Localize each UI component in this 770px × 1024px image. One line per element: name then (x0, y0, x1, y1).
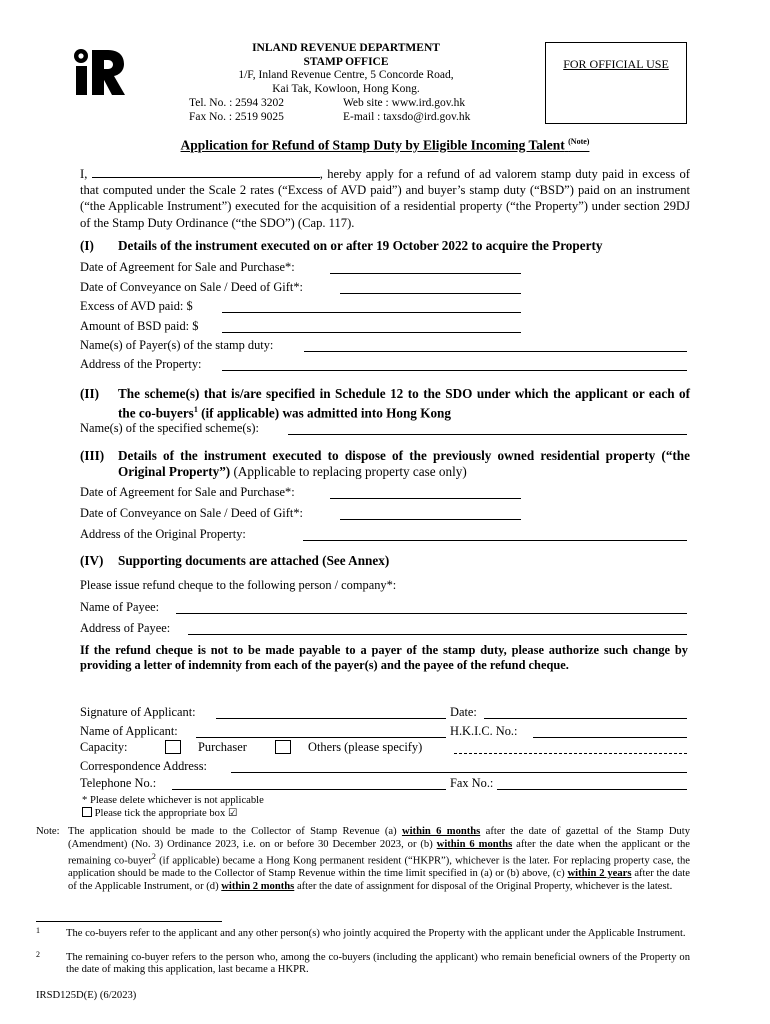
intro-paragraph (80, 166, 690, 231)
note-p6: after the date of assignment for disposal of the Original Property, whichever is the latest. (296, 880, 673, 892)
section-3-note: (Applicable to replacing property case only) (230, 464, 467, 479)
correspondence-label: Correspondence Address: (80, 759, 207, 773)
website: Web site : www.ird.gov.hk (343, 97, 466, 109)
section-2-num: (II) (80, 386, 100, 401)
tick-instruction-text: Please tick the appropriate box (94, 808, 226, 819)
signature-label: Signature of Applicant: (80, 705, 196, 719)
official-use-box (545, 42, 687, 124)
section-4-num: (IV) (80, 553, 104, 568)
field-orig-agreement-date-label: Date of Agreement for Sale and Purchase*: (80, 485, 295, 499)
section-2-title-b: (if applicable) was admitted into Hong Kong (197, 405, 451, 421)
field-property-address-label: Address of the Property: (80, 357, 202, 371)
date-label: Date: (450, 705, 477, 719)
footnote-2-text: The remaining co-buyer refers to the person who, among the co-buyers (including the applicant) who remain beneficial owners of the Property on the date of making this application, last became a HKPR. (66, 952, 690, 975)
footnote-1 (36, 928, 690, 940)
field-agreement-date-label: Date of Agreement for Sale and Purchase*: (80, 260, 295, 274)
delete-instruction: * Please delete whichever is not applicable (82, 795, 264, 806)
agreement-date-input[interactable] (330, 273, 521, 274)
payers-input[interactable] (304, 351, 687, 352)
section-3-num: (III) (80, 448, 105, 463)
refund-instruction: Please issue refund cheque to the following person / company*: (80, 578, 397, 592)
phone-fax (189, 97, 284, 124)
note-label: Note: (36, 826, 60, 837)
payee-address-label: Address of Payee: (80, 621, 171, 635)
note-deadline-1: within 6 months (401, 826, 481, 837)
fax-input[interactable] (497, 789, 687, 790)
form-code: IRSD125D(E) (6/2023) (36, 990, 137, 1001)
section-1-num: (I) (80, 238, 94, 253)
intro-prefix: I, (80, 167, 88, 181)
note-p4: (if applicable) became a Hong Kong permanent resident (“HKPR”), whichever is the later. For replacing property case, the application should be made to the Collector of Stamp Revenue within the time limit specified in (a) or (b) above, (c) (68, 855, 690, 880)
note-deadline-4: within 2 months (221, 880, 295, 892)
hkic-label: H.K.I.C. No.: (450, 724, 518, 738)
telephone-input[interactable] (172, 789, 446, 790)
section-4-heading (80, 553, 690, 569)
section-2-title-a: The scheme(s) that is/are specified in Schedule 12 to the SDO under which the applicant or each of the co-buyers (118, 386, 690, 421)
dept-name: INLAND REVENUE DEPARTMENT (252, 42, 440, 54)
applicant-name-input[interactable] (196, 737, 446, 738)
field-payers-label: Name(s) of Payer(s) of the stamp duty: (80, 338, 274, 352)
web-email (343, 97, 470, 124)
title-text: Application for Refund of Stamp Duty by Eligible Incoming Talent (180, 137, 565, 153)
note-p3: after the date when the applicant or the remaining co-buyer (68, 838, 690, 867)
avd-amount-input[interactable] (222, 312, 521, 313)
tel-number: Tel. No. : 2594 3202 (189, 97, 285, 109)
correspondence-input[interactable] (231, 772, 687, 773)
payee-address-input[interactable] (188, 634, 687, 635)
capacity-label: Capacity: (80, 740, 128, 754)
office-name: STAMP OFFICE (303, 55, 389, 68)
note-p2: after the date of gazettal of the Stamp Duty (Amendment) (No. 3) Ordinance 2023, i.e. on or before 30 December 2023, or (b) (68, 826, 691, 850)
scheme-input[interactable] (288, 434, 687, 435)
note-paragraph (36, 826, 690, 894)
official-use-label: FOR OFFICIAL USE (563, 57, 669, 71)
hkic-input[interactable] (533, 737, 687, 738)
orig-agreement-date-input[interactable] (330, 498, 521, 499)
address-line-1: 1/F, Inland Revenue Centre, 5 Concorde Road, (238, 69, 454, 81)
field-scheme-label: Name(s) of the specified scheme(s): (80, 421, 259, 435)
page-title (0, 137, 770, 154)
section-3-title: Details of the instrument executed to dispose of the previously owned residential property (“the Original Property”) (118, 448, 690, 479)
section-3-heading (80, 448, 690, 480)
indemnity-paragraph: If the refund cheque is not to be made payable to a payer of the stamp duty, please authorize such change by providing a letter of indemnity from each of the payer(s) and the payee of the refund cheque. (80, 643, 688, 672)
section-2-heading (80, 386, 690, 421)
note-deadline-3: within 2 years (567, 868, 632, 880)
orig-conveyance-date-input[interactable] (340, 519, 521, 520)
ird-logo (72, 46, 126, 96)
applicant-name-field[interactable] (92, 167, 320, 178)
payee-name-label: Name of Payee: (80, 600, 160, 614)
conveyance-date-input[interactable] (340, 293, 521, 294)
payee-name-input[interactable] (176, 613, 687, 614)
footnote-divider (36, 921, 222, 922)
footnote-2 (36, 952, 690, 976)
field-orig-conveyance-date-label: Date of Conveyance on Sale / Deed of Gift*: (80, 506, 303, 520)
others-specify-input[interactable] (454, 753, 687, 754)
fax-label: Fax No.: (450, 776, 494, 790)
bsd-amount-input[interactable] (222, 332, 521, 333)
signature-input[interactable] (216, 718, 446, 719)
fax-number: Fax No. : 2519 9025 (189, 110, 284, 123)
section-1-heading (80, 238, 690, 254)
section-4-title: Supporting documents are attached (See Annex) (118, 553, 390, 568)
others-label: Others (please specify) (308, 740, 423, 754)
note-deadline-2: within 6 months (436, 838, 513, 850)
intro-text: , hereby apply for a refund of ad valorem stamp duty paid in excess of that computed under the Scale 2 rates (“Excess of AVD paid”) and buyer’s stamp duty (“BSD”) paid on an instrument (“the Applicable Instrument”) executed for the acquisition of a residential property (“the Property”) under section 29DJ of the Stamp Duty Ordinance (“the SDO”) (Cap. 117). (80, 167, 691, 230)
others-checkbox[interactable] (275, 740, 291, 754)
purchaser-checkbox[interactable] (165, 740, 181, 754)
tick-instruction (82, 807, 237, 819)
email: E-mail : taxsdo@ird.gov.hk (343, 110, 471, 123)
field-avd-label: Excess of AVD paid: $ (80, 299, 193, 313)
footnote-ref-2: 2 (151, 852, 156, 862)
address-line-2: Kai Tak, Kowloon, Hong Kong. (272, 82, 420, 95)
telephone-label: Telephone No.: (80, 776, 157, 790)
note-p1: The application should be made to the Collector of Stamp Revenue (a) (68, 826, 397, 837)
field-conveyance-date-label: Date of Conveyance on Sale / Deed of Gift*: (80, 280, 303, 294)
property-address-input[interactable] (222, 370, 687, 371)
purchaser-label: Purchaser (198, 740, 247, 754)
date-input[interactable] (484, 718, 687, 719)
applicant-name-label: Name of Applicant: (80, 724, 178, 738)
footnote-1-mark: 1 (36, 926, 40, 935)
note-p5: after the date of the Applicable Instrument, or (d) (68, 868, 690, 892)
empty-box-icon (82, 807, 92, 817)
section-1-title: Details of the instrument executed on or after 19 October 2022 to acquire the Property (118, 238, 603, 253)
field-bsd-label: Amount of BSD paid: $ (80, 319, 199, 333)
field-orig-address-label: Address of the Original Property: (80, 527, 246, 541)
checked-box-icon: ☑ (227, 808, 238, 819)
office-header (160, 42, 532, 96)
footnote-1-text: The co-buyers refer to the applicant and any other person(s) who jointly acquired the Property with the applicant under the Applicable Instrument. (66, 928, 686, 939)
footnote-ref-1: 1 (193, 405, 198, 414)
orig-address-input[interactable] (303, 540, 687, 541)
title-note: (Note) (568, 137, 590, 146)
footnote-2-mark: 2 (36, 950, 40, 959)
